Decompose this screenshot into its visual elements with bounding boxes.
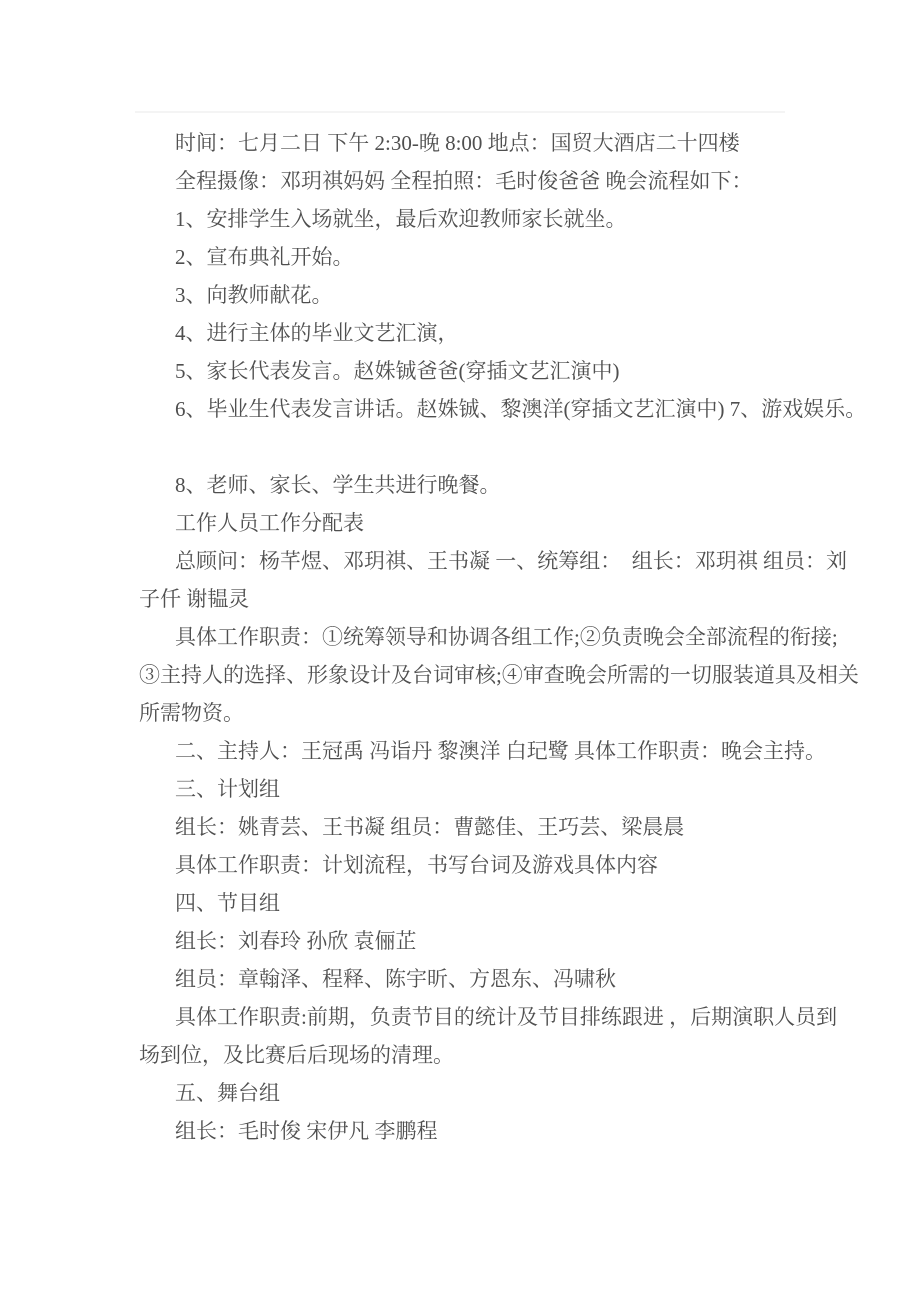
document-line: 8、老师、家长、学生共进行晚餐。: [175, 473, 501, 497]
document-line: 2、宣布典礼开始。: [175, 245, 354, 269]
document-line: ③主持人的选择、形象设计及台词审核;④审查晚会所需的一切服装道具及相关: [139, 663, 859, 687]
document-line: 组长：毛时俊 宋伊凡 李鹏程: [175, 1119, 438, 1143]
document-line: 三、计划组: [175, 777, 280, 801]
document-line: 二、主持人：王冠禹 冯诣丹 黎澳洋 白玘鹭 具体工作职责：晚会主持。: [175, 739, 826, 763]
document-line: 具体工作职责:前期，负责节目的统计及节目排练跟进 ，后期演职人员到: [175, 1005, 838, 1029]
document-line: 6、毕业生代表发言讲话。赵姝铖、黎澳洋(穿插文艺汇演中) 7、游戏娱乐。: [175, 397, 867, 421]
document-line: 1、安排学生入场就坐，最后欢迎教师家长就坐。: [175, 207, 627, 231]
document-line: 子仟 谢韫灵: [139, 587, 250, 611]
document-blank-line: [139, 428, 804, 466]
document-line: 组长：刘春玲 孙欣 袁俪芷: [175, 929, 417, 953]
document-line: 4、进行主体的毕业文艺汇演，: [175, 321, 459, 345]
document-line: 具体工作职责：计划流程，书写台词及游戏具体内容: [175, 853, 658, 877]
document-line: 全程摄像：邓玥祺妈妈 全程拍照：毛时俊爸爸 晚会流程如下：: [175, 169, 753, 193]
document-line: 五、舞台组: [175, 1081, 280, 1105]
document-line: 四、节目组: [175, 891, 280, 915]
document-line: 场到位，及比赛后后现场的清理。: [139, 1043, 454, 1067]
document-line: 5、家长代表发言。赵姝铖爸爸(穿插文艺汇演中): [175, 359, 620, 383]
document-line: 总顾问：杨芊煜、邓玥祺、王书凝 一、统筹组： 组长：邓玥祺 组员：刘: [175, 549, 847, 573]
document-line: 所需物资。: [139, 701, 244, 725]
document-line: 时间：七月二日 下午 2:30-晚 8:00 地点：国贸大酒店二十四楼: [175, 131, 740, 155]
document-line: 工作人员工作分配表: [175, 511, 364, 535]
document-body: [139, 124, 867, 1150]
document-line: 组长：姚青芸、王书凝 组员：曹懿佳、王巧芸、梁晨晨: [175, 815, 685, 839]
document-line: 具体工作职责：①统筹领导和协调各组工作;②负责晚会全部流程的衔接;: [175, 625, 838, 649]
document-line: 组员：章翰泽、程释、陈宇昕、方恩东、冯啸秋: [175, 967, 616, 991]
page-top-divider: [135, 111, 785, 113]
document-line: 3、向教师献花。: [175, 283, 333, 307]
